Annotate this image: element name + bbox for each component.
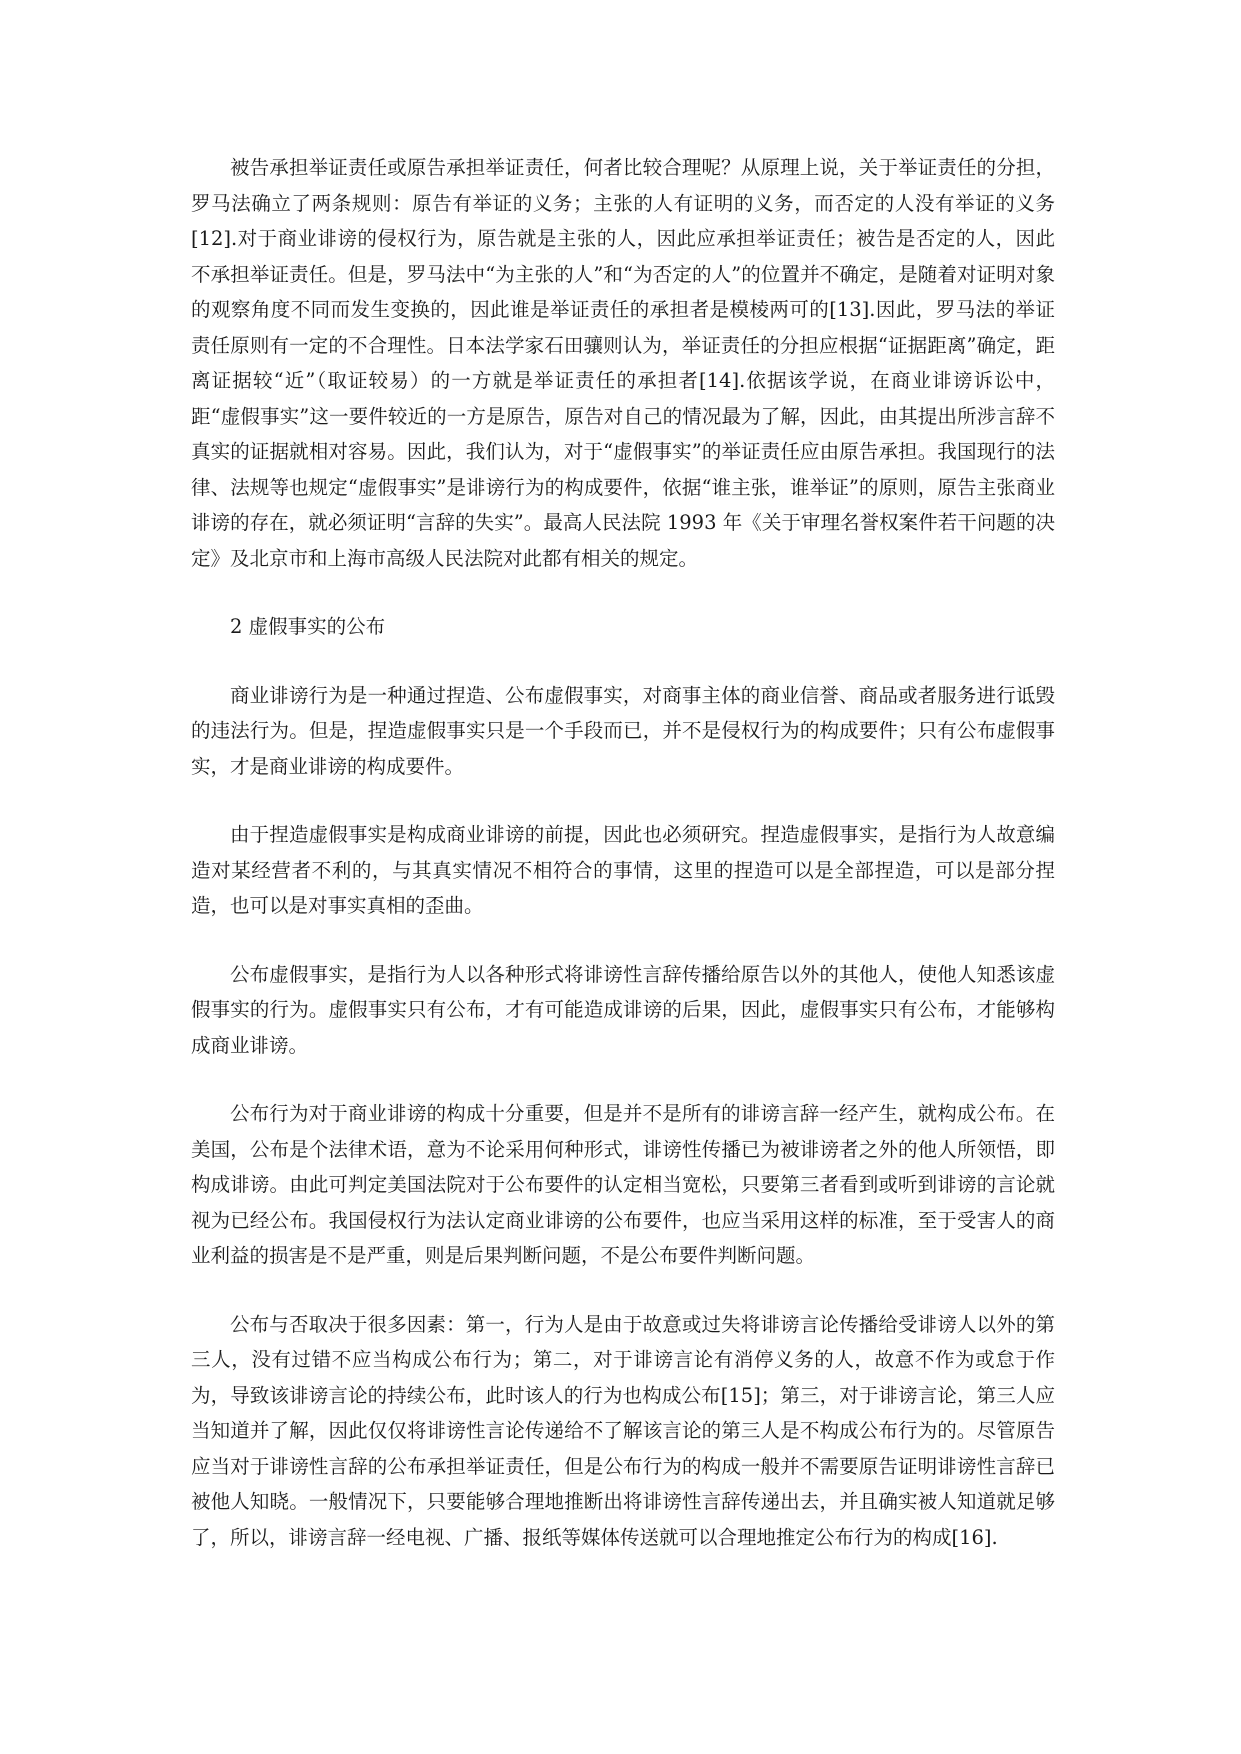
paragraph-publication-definition: 公布虚假事实，是指行为人以各种形式将诽谤性言辞传播给原告以外的其他人，使他人知悉该虚假事实的行为。虚假事实只有公布，才有可能造成诽谤的后果，因此，虚假事实只有公布，才能够构成商业诽谤。 [191,962,1055,1057]
paragraph-publication-importance: 公布行为对于商业诽谤的构成十分重要，但是并不是所有的诽谤言辞一经产生，就构成公布。在美国，公布是个法律术语，意为不论采用何种形式，诽谤性传播已为被诽谤者之外的他人所领悟，即构成诽谤。由此可判定美国法院对于公布要件的认定相当宽松，只要第三者看到或听到诽谤的言论就视为已经公布。我国侵权行为法认定商业诽谤的公布要件，也应当采用这样的标准，至于受害人的商业利益的损害是不是严重，则是后果判断问题，不是公布要件判断问题。 [191,1102,1055,1267]
paragraph-fabrication: 由于捏造虚假事实是构成商业诽谤的前提，因此也必须研究。捏造虚假事实，是指行为人故意编造对某经营者不利的，与其真实情况不相符合的事情，这里的捏造可以是全部捏造，可以是部分捏造，也可以是对事实真相的歪曲。 [191,823,1055,917]
paragraph-commercial-defamation: 商业诽谤行为是一种通过捏造、公布虚假事实，对商事主体的商业信誉、商品或者服务进行诋毁的违法行为。但是，捏造虚假事实只是一个手段而已，并不是侵权行为的构成要件；只有公布虚假事实，才是商业诽谤的构成要件。 [191,683,1055,778]
paragraph-spacer [191,645,1055,678]
paragraph-publication-factors: 公布与否取决于很多因素：第一，行为人是由于故意或过失将诽谤言论传播给受诽谤人以外的第三人，没有过错不应当构成公布行为；第二，对于诽谤言论有消停义务的人，故意不作为或怠于作为，导致该诽谤言论的持续公布，此时该人的行为也构成公布[15]；第三，对于诽谤言论，第三人应当知道并了解，因此仅仅将诽谤性言论传递给不了解该言论的第三人是不构成公布行为的。尽管原告应当对于诽谤性言辞的公布承担举证责任，但是公布行为的构成一般并不需要原告证明诽谤性言辞已被他人知晓。一般情况下，只要能够合理地推断出将诽谤性言辞传递出去，并且确实被人知道就足够了，所以，诽谤言辞一经电视、广播、报纸等媒体传送就可以合理地推定公布行为的构成[16]. [191,1312,1055,1549]
paragraph-spacer [191,1274,1055,1307]
paragraph-burden-of-proof: 被告承担举证责任或原告承担举证责任，何者比较合理呢？从原理上说，关于举证责任的分担，罗马法确立了两条规则：原告有举证的义务；主张的人有证明的义务，而否定的人没有举证的义务[12].对于商业诽谤的侵权行为，原告就是主张的人，因此应承担举证责任；被告是否定的人，因此不承担举证责任。但是，罗马法中“为主张的人”和“为否定的人”的位置并不确定，是随着对证明对象的观察角度不同而发生变换的，因此谁是举证责任的承担者是模棱两可的[13].因此，罗马法的举证责任原则有一定的不合理性。日本法学家石田骧则认为，举证责任的分担应根据“证据距离”确定，距离证据较“近”（取证较易）的一方就是举证责任的承担者[14].依据该学说，在商业诽谤诉讼中，距“虚假事实”这一要件较近的一方是原告，原告对自己的情况最为了解，因此，由其提出所涉言辞不真实的证据就相对容易。因此，我们认为，对于“虚假事实”的举证责任应由原告承担。我国现行的法律、法规等也规定“虚假事实”是诽谤行为的构成要件，依据“谁主张，谁举证”的原则，原告主张商业诽谤的存在，就必须证明“言辞的失实”。最高人民法院 1993 年《关于审理名誉权案件若干问题的决定》及北京市和上海市高级人民法院对此都有相关的规定。 [191,156,1055,570]
paragraph-spacer [191,576,1055,609]
document-page [191,150,1055,1555]
paragraph-spacer [191,924,1055,957]
section-heading: 2 虚假事实的公布 [230,615,386,638]
paragraph-spacer [191,1063,1055,1096]
paragraph-spacer [191,784,1055,817]
